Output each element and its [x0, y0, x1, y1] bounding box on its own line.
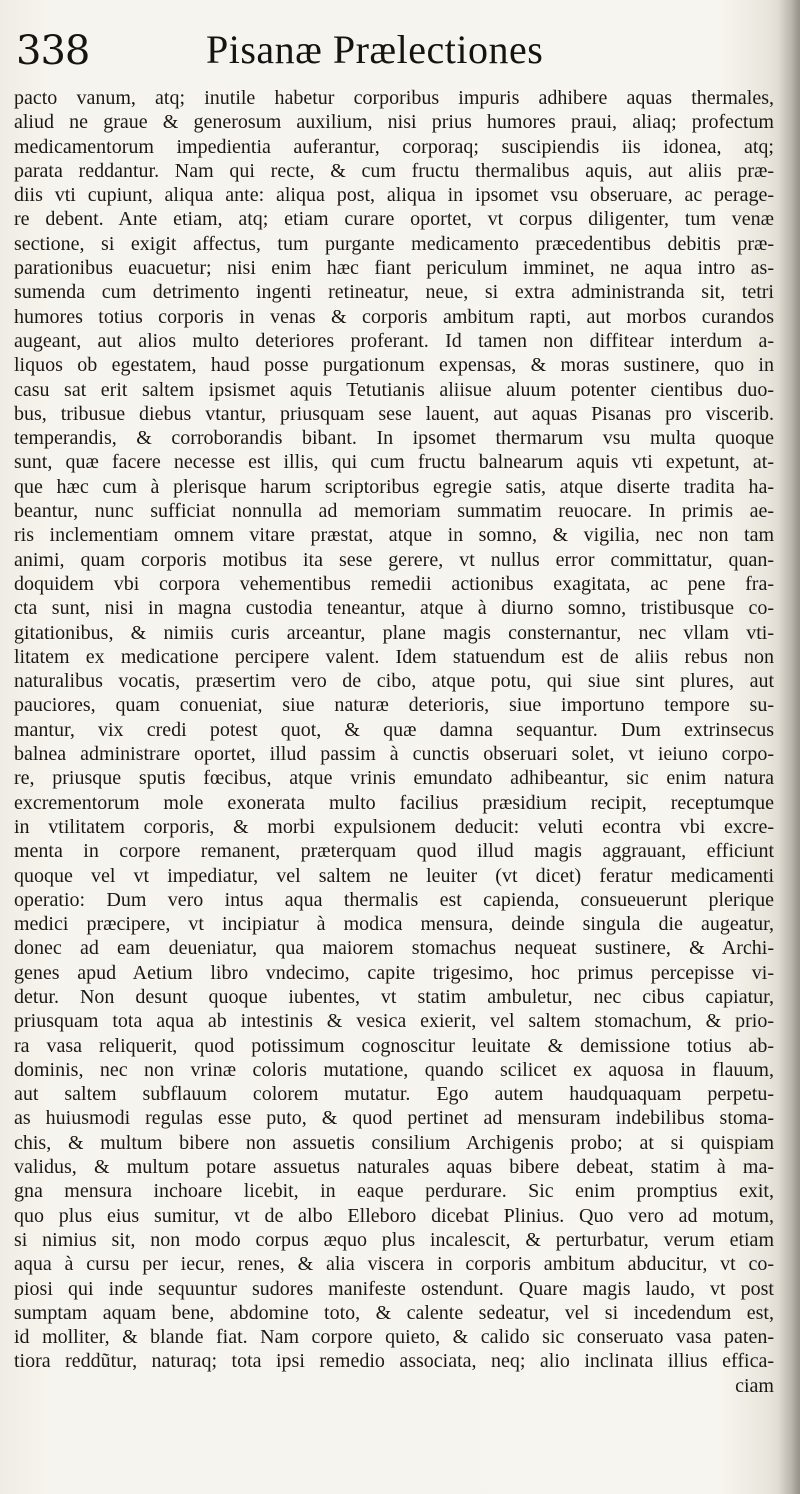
text-line: priusquam tota aqua ab intestinis & vesica exierit, vel saltem stomachum, & prio- — [14, 1010, 774, 1033]
text-line: doquidem vbi corpora vehementibus remedii actionibus exagitata, ac pene fra- — [14, 572, 774, 595]
text-line: quo plus eius sumitur, vt de albo Elleboro dicebat Plinius. Quo vero ad motum, — [14, 1204, 774, 1227]
text-line: gitationibus, & nimiis curis arceantur, plane magis consternantur, nec vllam vti- — [14, 621, 774, 644]
text-line: operatio: Dum vero intus aqua thermalis est capienda, consueuerunt plerique — [14, 888, 774, 911]
body-text — [14, 86, 774, 1398]
text-line: aqua à cursu per iecur, renes, & alia viscera in corporis ambitum abducitur, vt co- — [14, 1253, 774, 1276]
page-number: 338 — [16, 28, 90, 74]
text-line: detur. Non desunt quoque iubentes, vt statim ambuletur, nec cibus capiatur, — [14, 985, 774, 1008]
text-line: sectione, si exigit affectus, tum purgante medicamento præcedentibus debitis præ- — [14, 232, 774, 255]
text-line: medici præcipere, vt incipiatur à modica mensura, deinde singula die augeatur, — [14, 913, 774, 936]
text-line: bus, tribusue diebus vtantur, priusquam sese lauent, aut aquas Pisanas pro viscerib. — [14, 402, 774, 425]
text-line: genes apud Aetium libro vndecimo, capite trigesimo, hoc primus percepisse vi- — [14, 961, 774, 984]
text-line: tiora reddũtur, naturaq; tota ipsi remedio associata, neq; alio inclinata illius effica- — [14, 1350, 774, 1373]
text-line: id molliter, & blande fiat. Nam corpore quieto, & calido sic conseruato vasa paten- — [14, 1326, 774, 1349]
text-line: excrementorum mole exonerata multo facilius præsidium recipit, receptumque — [14, 791, 774, 814]
text-line: pacto vanum, atq; inutile habetur corporibus impuris adhibere aquas thermales, — [14, 87, 774, 109]
text-line: cta sunt, nisi in magna custodia teneantur, atque à diurno somno, tristibusque co- — [14, 597, 774, 620]
text-line: balnea administrare oportet, illud passim à cunctis obseruari solet, vt ieiuno corpo- — [14, 743, 774, 766]
text-line: sumenda cum detrimento ingenti retineatur, neue, si extra administranda sit, tetri — [14, 281, 774, 304]
text-line: que hæc cum à plerisque harum scriptoribus egregie satis, atque diserte tradita ha- — [14, 475, 774, 498]
running-title: Pisanæ Prælectiones — [206, 27, 544, 72]
text-line: humores totius corporis in venas & corporis ambitum rapti, aut morbos curandos — [14, 305, 774, 328]
text-line: re debent. Ante etiam, atq; etiam curare oportet, vt corpus diligenter, tum venæ — [14, 208, 774, 231]
text-line: chis, & multum bibere non assuetis consilium Archigenis probo; at si quispiam — [14, 1131, 774, 1154]
text-line: beantur, nunc sufficiat nonnulla ad memoriam summatim reuocare. In primis ae- — [14, 500, 774, 523]
text-line: re, priusque sputis fœcibus, atque vrinis emundato adhibeantur, sic enim natura — [14, 767, 774, 790]
text-line: aut saltem subflauum colorem mutatur. Ego autem haudquaquam perpetu- — [14, 1083, 774, 1106]
text-line: temperandis, & corroborandis bibant. In ipsomet thermarum vsu multa quoque — [14, 427, 774, 450]
text-line: ra vasa reliquerit, quod potissimum cognoscitur leuitate & demissione totius ab- — [14, 1034, 774, 1057]
text-line: in vtilitatem corporis, & morbi expulsionem deducit: veluti econtra vbi excre- — [14, 815, 774, 838]
text-line: mantur, vix credi potest quot, & quæ damna sequantur. Dum extrinsecus — [14, 718, 774, 741]
text-line: medicamentorum impedientia auferantur, corporaq; suscipiendis iis idonea, atq; — [14, 135, 774, 158]
text-line: aliud ne graue & generosum auxilium, nisi prius humores praui, aliaq; profectum — [14, 111, 774, 134]
text-line: ris inclementiam omnem vitare præstat, atque in somno, & vigilia, nec non tam — [14, 524, 774, 547]
text-line: parationibus euacuetur; nisi enim hæc fiant periculum imminet, ne aqua intro as- — [14, 257, 774, 280]
text-line: si nimius sit, non modo corpus æquo plus incalescit, & perturbatur, verum etiam — [14, 1228, 774, 1251]
page-header — [16, 22, 776, 82]
text-line: menta in corpore remanent, præterquam quod illud magis aggrauant, efficiunt — [14, 840, 774, 863]
text-line: donec ad eam deueniatur, qua maiorem stomachus nequeat sustinere, & Archi- — [14, 937, 774, 960]
text-line: parata reddantur. Nam qui recte, & cum fructu thermalibus aquis, aut aliis præ- — [14, 159, 774, 182]
catchword: ciam — [735, 1374, 774, 1397]
text-line: augeant, aut alios multo deteriores proferant. Id tamen non diffitear interdum a- — [14, 329, 774, 352]
page-edge-shadow — [778, 0, 800, 1494]
text-line: sumptam aquam bene, abdomine toto, & calente sedeatur, vel si incedendum est, — [14, 1301, 774, 1324]
text-line: sunt, quæ facere necesse est illis, qui cum fructu balnearum aquis vti expetunt, at- — [14, 451, 774, 474]
text-line: pauciores, quam conueniat, siue naturæ deterioris, siue importuno tempore su- — [14, 694, 774, 717]
text-line: casu sat erit saltem ipsismet aquis Tetutianis aliisue aluum potenter cientibus duo- — [14, 378, 774, 401]
text-line: validus, & multum potare assuetus naturales aquas bibere debeat, statim à ma- — [14, 1156, 774, 1179]
text-line: gna mensura inchoare licebit, in eaque perdurare. Sic enim promptius exit, — [14, 1180, 774, 1203]
text-line: diis vti cupiunt, aliqua ante: aliqua post, aliqua in ipsomet vsu obseruare, ac perage- — [14, 184, 774, 207]
text-line: dominis, nec non vrinæ coloris mutatione, quando scilicet ex aquosa in flauum, — [14, 1058, 774, 1081]
text-line: naturalibus vocatis, præsertim vero de cibo, atque potu, qui siue sint plures, aut — [14, 670, 774, 693]
text-line: liquos ob egestatem, haud posse purgationum expensas, & moras sustinere, quo in — [14, 354, 774, 377]
text-line: litatem ex medicatione percipere valent. Idem statuendum est de aliis rebus non — [14, 645, 774, 668]
text-line: as huiusmodi regulas esse puto, & quod pertinet ad mensuram indebilibus stoma- — [14, 1107, 774, 1130]
text-line: animi, quam corporis motibus ita sese gerere, vt nullus error committatur, quan- — [14, 548, 774, 571]
text-line: quoque vel vt impediatur, vel saltem ne leuiter (vt dicet) feratur medicamenti — [14, 864, 774, 887]
text-line: piosi qui inde sequuntur sudores manifeste ostendunt. Quare magis laudo, vt post — [14, 1277, 774, 1300]
